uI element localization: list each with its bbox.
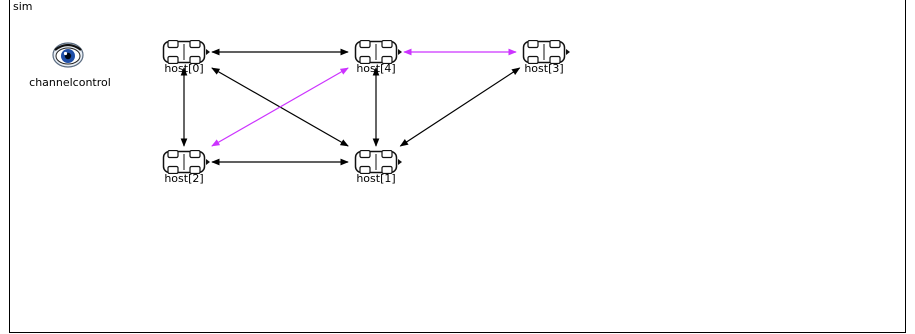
- host-3-node[interactable]: [522, 40, 574, 76]
- host-0-node[interactable]: [162, 40, 214, 76]
- host-0-label: host[0]: [164, 62, 204, 75]
- host-1-label: host[1]: [356, 172, 396, 185]
- laptop-icon: [162, 150, 210, 174]
- host-3-label: host[3]: [524, 62, 564, 75]
- host-4-label: host[4]: [356, 62, 396, 75]
- laptop-icon: [162, 40, 210, 64]
- link-host3-host1: [400, 68, 519, 146]
- laptop-icon: [354, 150, 402, 174]
- host-2-label: host[2]: [164, 172, 204, 185]
- host-4-node[interactable]: [354, 40, 406, 76]
- laptop-icon: [522, 40, 570, 64]
- channelcontrol-label: channelcontrol: [29, 76, 111, 89]
- eye-icon: [50, 38, 86, 72]
- host-2-node[interactable]: [162, 150, 214, 186]
- host-1-node[interactable]: [354, 150, 406, 186]
- laptop-icon: [354, 40, 402, 64]
- channelcontrol-module[interactable]: [18, 38, 122, 90]
- network-title: sim: [13, 0, 33, 13]
